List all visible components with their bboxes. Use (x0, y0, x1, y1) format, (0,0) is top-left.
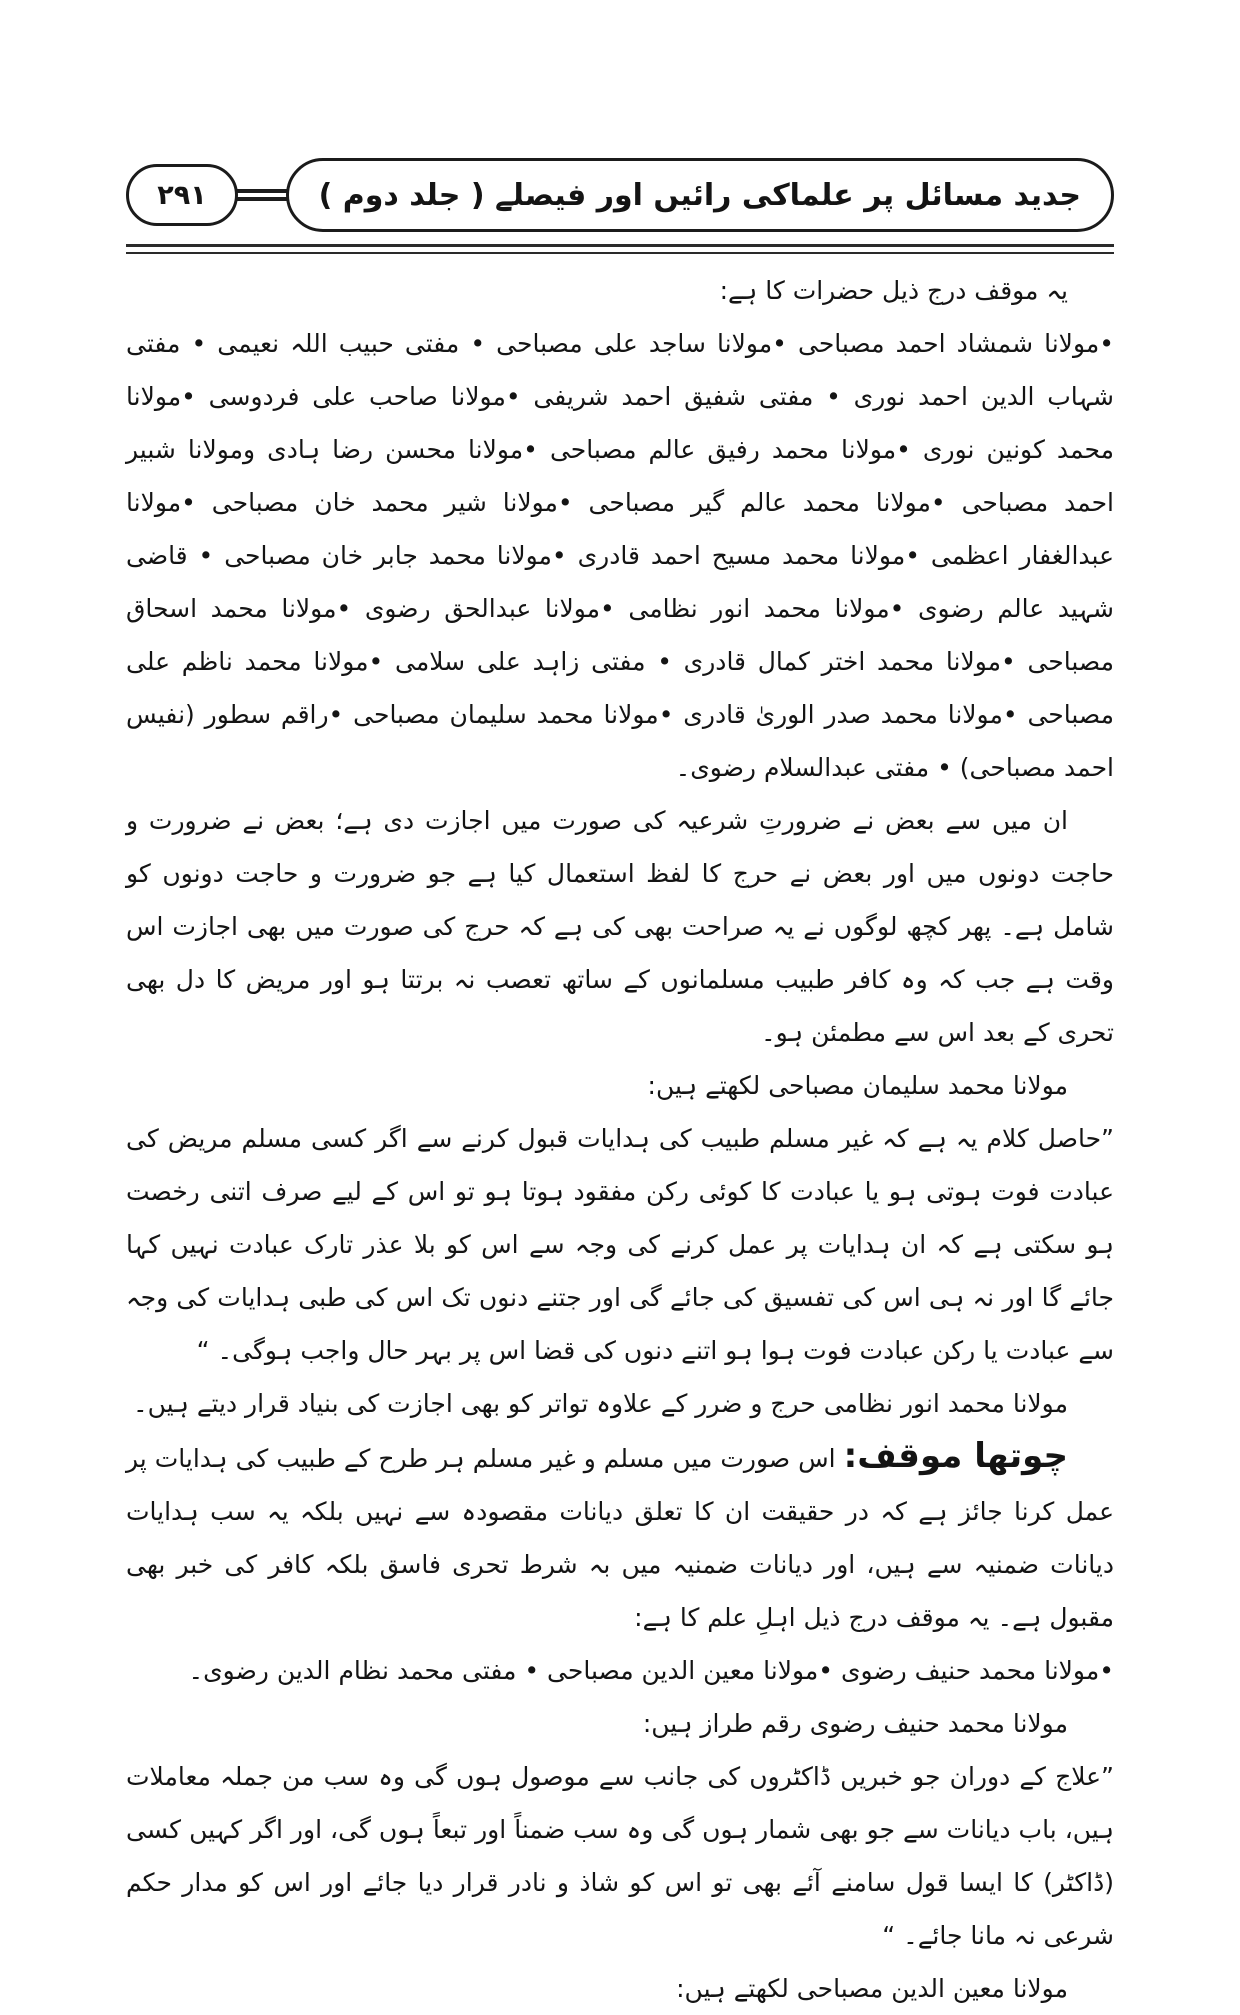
page-number-capsule (126, 164, 238, 226)
scholars-list-2: •مولانا محمد حنیف رضوی •مولانا معین الدین مصباحی • مفتی محمد نظام الدین رضوی۔ (188, 1656, 1114, 1685)
line-anwar-nizami: مولانا محمد انور نظامی حرج و ضرر کے علاوہ تواتر کو بھی اجازت کی بنیاد قرار دیتے ہیں۔ (133, 1389, 1068, 1418)
speaker-line-hanif: مولانا محمد حنیف رضوی رقم طراز ہیں: (642, 1709, 1068, 1738)
speaker-line-sulaiman: مولانا محمد سلیمان مصباحی لکھتے ہیں: (647, 1071, 1068, 1100)
scholars-list: •مولانا شمشاد احمد مصباحی •مولانا ساجد علی مصباحی • مفتی حبیب اللہ نعیمی • مفتی شہاب الدین احمد نوری • مفتی شفیق احمد شریفی •مولانا صاحب علی فردوسی •مولانا محمد کونین نوری •مولانا محمد رفیق عالم مصباحی •مولانا محسن رضا ہادی ومولانا شبیر احمد مصباحی •مولانا محمد عالم گیر مصباحی •مولانا شیر محمد خان مصباحی •مولانا عبدالغفار اعظمی •مولانا محمد مسیح احمد قادری •مولانا محمد جابر خان مصباحی • قاضی شہید عالم رضوی •مولانا محمد انور نظامی •مولانا عبدالحق رضوی •مولانا محمد اسحاق مصباحی •مولانا محمد اختر کمال قادری • مفتی زاہد علی سلامی •مولانا محمد ناظم علی مصباحی •مولانا محمد صدر الوریٰ قادری •مولانا محمد سلیمان مصباحی •راقم سطور (نفیس احمد مصباحی) • مفتی عبدالسلام رضوی۔ (126, 329, 1114, 782)
fourth-position-heading: چوتھا موقف: (843, 1436, 1069, 1476)
fourth-position-text: اس صورت میں مسلم و غیر مسلم ہر طرح کے طبیب کی ہدایات پر عمل کرنا جائز ہے کہ در حقیقت ان کا تعلق دیانات مقصودہ سے نہیں بلکہ یہ سب ہدایات دیانات ضمنیہ سے ہیں، اور دیانات ضمنیہ میں بہ شرط تحری فاسق بلکہ کافر کی خبر بھی مقبول ہے۔ یہ موقف درج ذیل اہلِ علم کا ہے: (126, 1444, 1114, 1632)
intro-line: یہ موقف درج ذیل حضرات کا ہے: (719, 276, 1068, 305)
book-title: جدید مسائل پر علماکی رائیں اور فیصلے ( جلد دوم ) (318, 177, 1081, 213)
header-underline-rule (126, 244, 1114, 254)
paragraph-permission: ان میں سے بعض نے ضرورتِ شرعیہ کی صورت میں اجازت دی ہے؛ بعض نے ضرورت و حاجت دونوں میں اور بعض نے حرج کا لفظ استعمال کیا ہے جو ضرورت و حاجت دونوں کو شامل ہے۔ پھر کچھ لوگوں نے یہ صراحت بھی کی ہے کہ حرج کی صورت میں بھی اجازت اس وقت ہے جب کہ وہ کافر طبیب مسلمانوں کے ساتھ تعصب نہ برتتا ہو اور مریض کا دل بھی تحری کے بعد اس سے مطمئن ہو۔ (126, 806, 1114, 1047)
page-header (126, 158, 1114, 232)
page-body (126, 264, 1114, 2015)
quotation-hanif: ”علاج کے دوران جو خبریں ڈاکٹروں کی جانب سے موصول ہوں گی وہ سب من جملہ معاملات ہیں، باب دیانات سے جو بھی شمار ہوں گی وہ سب ضمناً اور تبعاً ہوں گی، اور اگر کہیں کسی (ڈاکٹر) کا ایسا قول سامنے آئے بھی تو اس کو شاذ و نادر قرار دیا جائے اور اس کو مدار حکم شرعی نہ مانا جائے۔ “ (126, 1762, 1114, 1950)
paragraph-fourth-position (126, 1430, 1114, 1644)
header-double-rule (235, 189, 289, 201)
quotation-sulaiman: ”حاصل کلام یہ ہے کہ غیر مسلم طبیب کی ہدایات قبول کرنے سے اگر کسی مسلم مریض کی عبادت فوت ہوتی ہو یا عبادت کا کوئی رکن مفقود ہوتا ہو تو اس کے لیے صرف اتنی رخصت ہو سکتی ہے کہ ان ہدایات پر عمل کرنے کی وجہ سے اس کو بلا عذر تارک عبادت نہیں کہا جائے گا اور نہ ہی اس کی تفسیق کی جائے گی اور جتنے دنوں تک اس کی طبی ہدایات کی وجہ سے عبادت یا رکن عبادت فوت ہوا ہو اتنے دنوں کی قضا اس پر بہر حال واجب ہوگی۔ “ (126, 1124, 1114, 1365)
book-title-capsule (286, 158, 1114, 232)
page-number: ۲۹۱ (157, 179, 207, 211)
speaker-line-moin: مولانا معین الدین مصباحی لکھتے ہیں: (676, 1974, 1068, 2003)
